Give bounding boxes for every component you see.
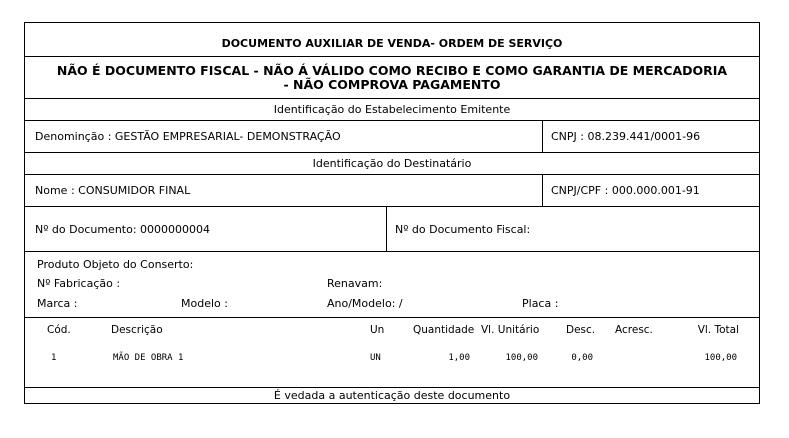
documento-row	[25, 206, 759, 251]
produto-modelo: Modelo :	[181, 297, 228, 310]
emitente-denominacao-text: Denominção : GESTÃO EMPRESARIAL- DEMONSTRAÇÃO	[35, 130, 341, 143]
header-descricao: Descrição	[111, 324, 163, 336]
document-title-text: DOCUMENTO AUXILIAR DE VENDA- ORDEM DE SERVIÇO	[221, 37, 563, 50]
destinatario-nome-text: Nome : CONSUMIDOR FINAL	[35, 184, 191, 197]
produto-marca: Marca :	[37, 297, 78, 310]
row-1-un: UN	[370, 353, 381, 363]
emitente-cnpj	[543, 121, 759, 152]
emitente-section-title-text: Identificação do Estabelecimento Emitente	[273, 103, 511, 116]
destinatario-section-title-text: Identificação do Destinatário	[312, 157, 472, 170]
documento-numero	[25, 207, 387, 251]
emitente-section-title	[25, 98, 759, 120]
produto-ano-modelo: Ano/Modelo: /	[327, 297, 403, 310]
row-1-vl-total: 100,00	[704, 353, 737, 363]
destinatario-cnpj-cpf	[543, 175, 759, 206]
documento-fiscal	[387, 207, 759, 251]
produto-fabricacao: Nº Fabricação :	[37, 277, 121, 290]
row-1-descricao: MÃO DE OBRA 1	[113, 353, 184, 363]
header-cod: Cód.	[47, 324, 71, 336]
header-acresc: Acresc.	[615, 324, 653, 336]
header-desc: Desc.	[566, 324, 596, 336]
header-quantidade: Quantidade	[413, 324, 475, 336]
row-1-desc: 0,00	[571, 353, 593, 363]
produto-heading: Produto Objeto do Conserto:	[37, 258, 194, 271]
document	[24, 22, 760, 404]
document-title	[25, 22, 759, 56]
destinatario-row	[25, 174, 759, 206]
destinatario-cnpj-cpf-text: CNPJ/CPF : 000.000.001-91	[551, 184, 700, 197]
produto-placa: Placa :	[522, 297, 559, 310]
items-table	[25, 317, 759, 387]
emitente-row	[25, 120, 759, 152]
fiscal-warning	[25, 56, 759, 98]
emitente-denominacao	[25, 121, 543, 152]
row-1-vl-unitario: 100,00	[505, 353, 538, 363]
destinatario-section-title	[25, 152, 759, 174]
documento-fiscal-text: Nº do Documento Fiscal:	[395, 222, 531, 236]
emitente-cnpj-text: CNPJ : 08.239.441/0001-96	[551, 130, 701, 143]
documento-numero-text: Nº do Documento: 0000000004	[35, 222, 211, 236]
destinatario-nome	[25, 175, 543, 206]
header-vl-total: Vl. Total	[697, 324, 739, 336]
fiscal-warning-text: NÃO É DOCUMENTO FISCAL - NÃO Á VÁLIDO COMO RECIBO E COMO GARANTIA DE MERCADORIA - NÃO COMPROVA PAGAMENTO	[56, 62, 728, 92]
header-vl-unitario: Vl. Unitário	[481, 324, 540, 336]
row-1-quantidade: 1,00	[448, 353, 470, 363]
footer-text: É vedada a autenticação deste documento	[273, 389, 511, 402]
row-1-cod: 1	[51, 353, 57, 363]
header-un: Un	[370, 324, 385, 336]
footer	[25, 387, 759, 404]
produto-renavam: Renavam:	[327, 277, 383, 290]
produto-section	[25, 251, 759, 317]
